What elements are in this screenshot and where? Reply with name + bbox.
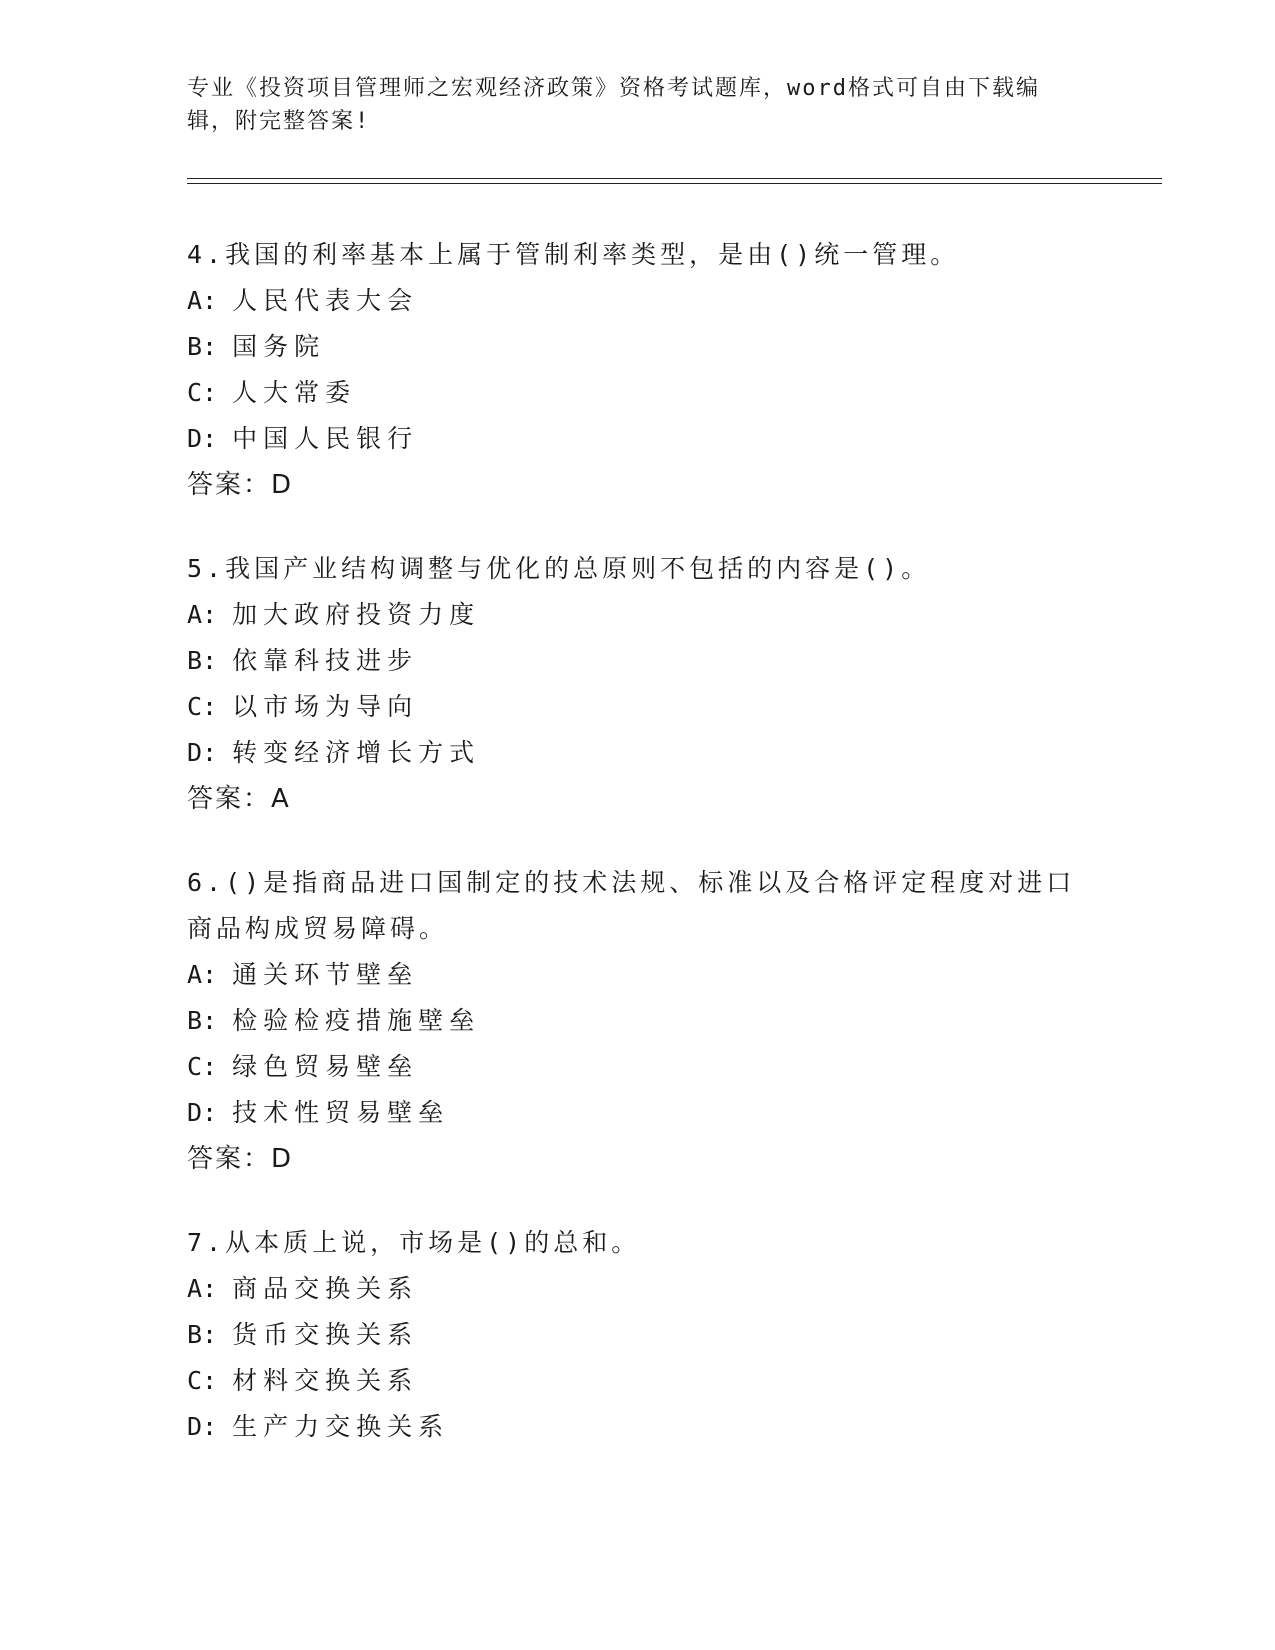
option-a [187,278,1087,324]
option-text: 通关环节壁垒 [232,960,419,989]
option-d [187,1090,1087,1136]
option-text: 材料交换关系 [232,1366,419,1395]
option-text: 人民代表大会 [232,286,419,315]
option-key: A: [187,600,218,629]
option-key: A: [187,960,218,989]
option-text: 技术性贸易壁垒 [232,1098,450,1127]
option-key: D: [187,738,218,767]
question-5 [187,546,1087,822]
answer-line: 答案：D [187,470,294,500]
option-text: 人大常委 [232,378,357,407]
option-c [187,1044,1087,1090]
option-key: C: [187,1366,218,1395]
option-key: C: [187,692,218,721]
option-key: B: [187,1006,218,1035]
option-text: 检验检疫措施壁垒 [232,1006,481,1035]
option-key: D: [187,1412,218,1441]
option-text: 加大政府投资力度 [232,600,481,629]
header-divider-top [187,178,1162,179]
option-c [187,370,1087,416]
question-stem: 5.我国产业结构调整与优化的总原则不包括的内容是()。 [187,554,931,583]
option-a [187,592,1087,638]
question-6 [187,860,1087,1182]
option-c [187,1358,1087,1404]
question-4 [187,232,1087,508]
option-d [187,1404,1087,1450]
question-stem-line-2: 商品构成贸易障碍。 [187,914,449,943]
option-key: A: [187,1274,218,1303]
option-key: B: [187,646,218,675]
option-a [187,952,1087,998]
option-key: C: [187,378,218,407]
question-stem: 7.从本质上说，市场是()的总和。 [187,1228,641,1257]
option-d [187,730,1087,776]
option-key: D: [187,424,218,453]
option-a [187,1266,1087,1312]
question-stem: 4.我国的利率基本上属于管制利率类型，是由()统一管理。 [187,240,960,269]
option-b [187,638,1087,684]
option-d [187,416,1087,462]
option-text: 绿色贸易壁垒 [232,1052,419,1081]
answer-line: 答案：A [187,784,291,814]
option-key: B: [187,332,218,361]
header-line-1: 专业《投资项目管理师之宏观经济政策》资格考试题库，word格式可自由下载编 [187,76,1040,101]
header-divider-bottom [187,183,1162,184]
option-key: C: [187,1052,218,1081]
option-b [187,324,1087,370]
document-header [187,72,1087,138]
header-line-2: 辑，附完整答案! [187,109,371,134]
option-text: 中国人民银行 [232,424,419,453]
answer-line: 答案：D [187,1144,294,1174]
option-key: B: [187,1320,218,1349]
question-7 [187,1220,1087,1450]
option-text: 依靠科技进步 [232,646,419,675]
option-text: 以市场为导向 [232,692,419,721]
option-c [187,684,1087,730]
option-text: 商品交换关系 [232,1274,419,1303]
question-stem-line-1: 6.()是指商品进口国制定的技术法规、标准以及合格评定程度对进口 [187,868,1076,897]
option-key: D: [187,1098,218,1127]
option-text: 生产力交换关系 [232,1412,450,1441]
option-text: 货币交换关系 [232,1320,419,1349]
option-text: 国务院 [232,332,326,361]
option-text: 转变经济增长方式 [232,738,481,767]
option-key: A: [187,286,218,315]
option-b [187,1312,1087,1358]
option-b [187,998,1087,1044]
